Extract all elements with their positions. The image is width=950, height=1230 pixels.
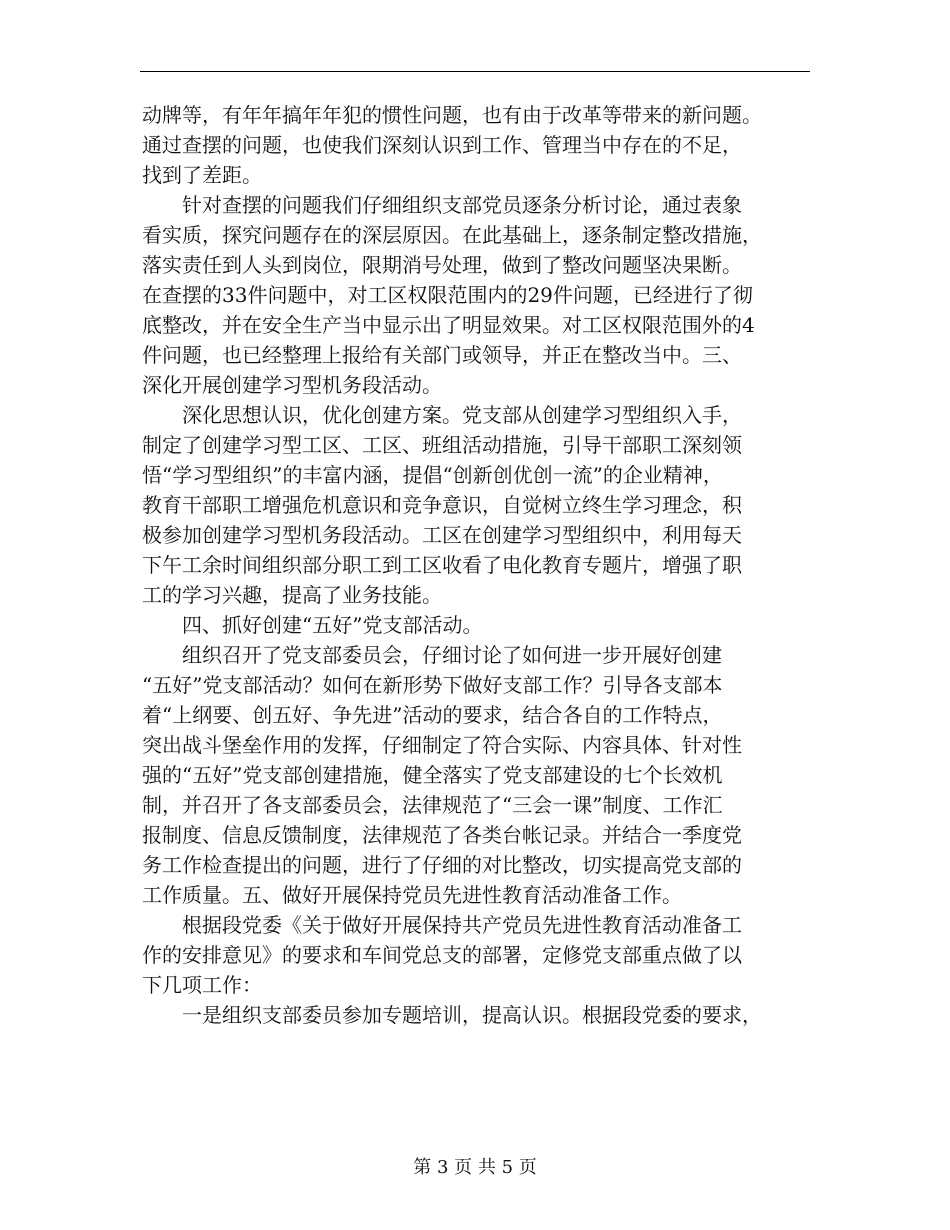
text-line: 悟“学习型组织”的丰富内涵，提倡“创新创优创一流”的企业精神， [142, 463, 723, 487]
text-line: 务工作检查提出的问题，进行了仔细的对比整改，切实提高党支部的 [142, 853, 742, 877]
page-number: 第 3 页 共 5 页 [413, 1157, 537, 1178]
text-line: 根据段党委《关于做好开展保持共产党员先进性教育活动准备工 [142, 913, 742, 937]
body-text [142, 100, 810, 1030]
text-line: 落实责任到人头到岗位，限期消号处理，做到了整改问题坚决果断。 [142, 253, 742, 277]
text-line: 下午工余时间组织部分职工到工区收看了电化教育专题片，增强了职 [142, 553, 742, 577]
text-line: 底整改，并在安全生产当中显示出了明显效果。对工区权限范围外的4 [142, 313, 755, 337]
text-line: 强的“五好”党支部创建措施，健全落实了党支部建设的七个长效机 [142, 763, 723, 787]
text-line: 下几项工作： [142, 973, 262, 997]
text-line: 四、抓好创建“五好”党支部活动。 [142, 613, 483, 637]
text-line: 深化开展创建学习型机务段活动。 [142, 373, 442, 397]
text-line: 动牌等，有年年搞年年犯的惯性问题，也有由于改革等带来的新问题。 [142, 103, 762, 127]
text-line: 制，并召开了各支部委员会，法律规范了“三会一课”制度、工作汇 [142, 793, 723, 817]
text-line: 着“上纲要、创五好、争先进”活动的要求，结合各自的工作特点， [142, 703, 723, 727]
text-line: 看实质，探究问题存在的深层原因。在此基础上，逐条制定整改措施， [142, 223, 762, 247]
text-line: 找到了差距。 [142, 163, 262, 187]
text-line: 深化思想认识，优化创建方案。党支部从创建学习型组织入手， [142, 403, 742, 427]
text-line: 工作质量。五、做好开展保持党员先进性教育活动准备工作。 [142, 883, 682, 907]
text-line: 针对查摆的问题我们仔细组织支部党员逐条分析讨论，通过表象 [142, 193, 742, 217]
text-line: 制定了创建学习型工区、工区、班组活动措施，引导干部职工深刻领 [142, 433, 742, 457]
text-line: 在查摆的33件问题中，对工区权限范围内的29件问题，已经进行了彻 [142, 283, 753, 307]
text-line: 报制度、信息反馈制度，法律规范了各类台帐记录。并结合一季度党 [142, 823, 742, 847]
text-line: 通过查摆的问题，也使我们深刻认识到工作、管理当中存在的不足， [142, 133, 742, 157]
text-line: 作的安排意见》的要求和车间党总支的部署，定修党支部重点做了以 [142, 943, 742, 967]
text-line: 件问题，也已经整理上报给有关部门或领导，并正在整改当中。三、 [142, 343, 742, 367]
text-line: 工的学习兴趣，提高了业务技能。 [142, 583, 442, 607]
text-line: 教育干部职工增强危机意识和竞争意识，自觉树立终生学习理念，积 [142, 493, 742, 517]
text-line: 组织召开了党支部委员会，仔细讨论了如何进一步开展好创建 [142, 643, 722, 667]
text-line: “五好”党支部活动？如何在新形势下做好支部工作？引导各支部本 [142, 673, 723, 697]
text-line: 极参加创建学习型机务段活动。工区在创建学习型组织中，利用每天 [142, 523, 742, 547]
text-line: 一是组织支部委员参加专题培训，提高认识。根据段党委的要求， [142, 1003, 762, 1027]
header-rule [140, 71, 810, 72]
text-line: 突出战斗堡垒作用的发挥，仔细制定了符合实际、内容具体、针对性 [142, 733, 742, 757]
